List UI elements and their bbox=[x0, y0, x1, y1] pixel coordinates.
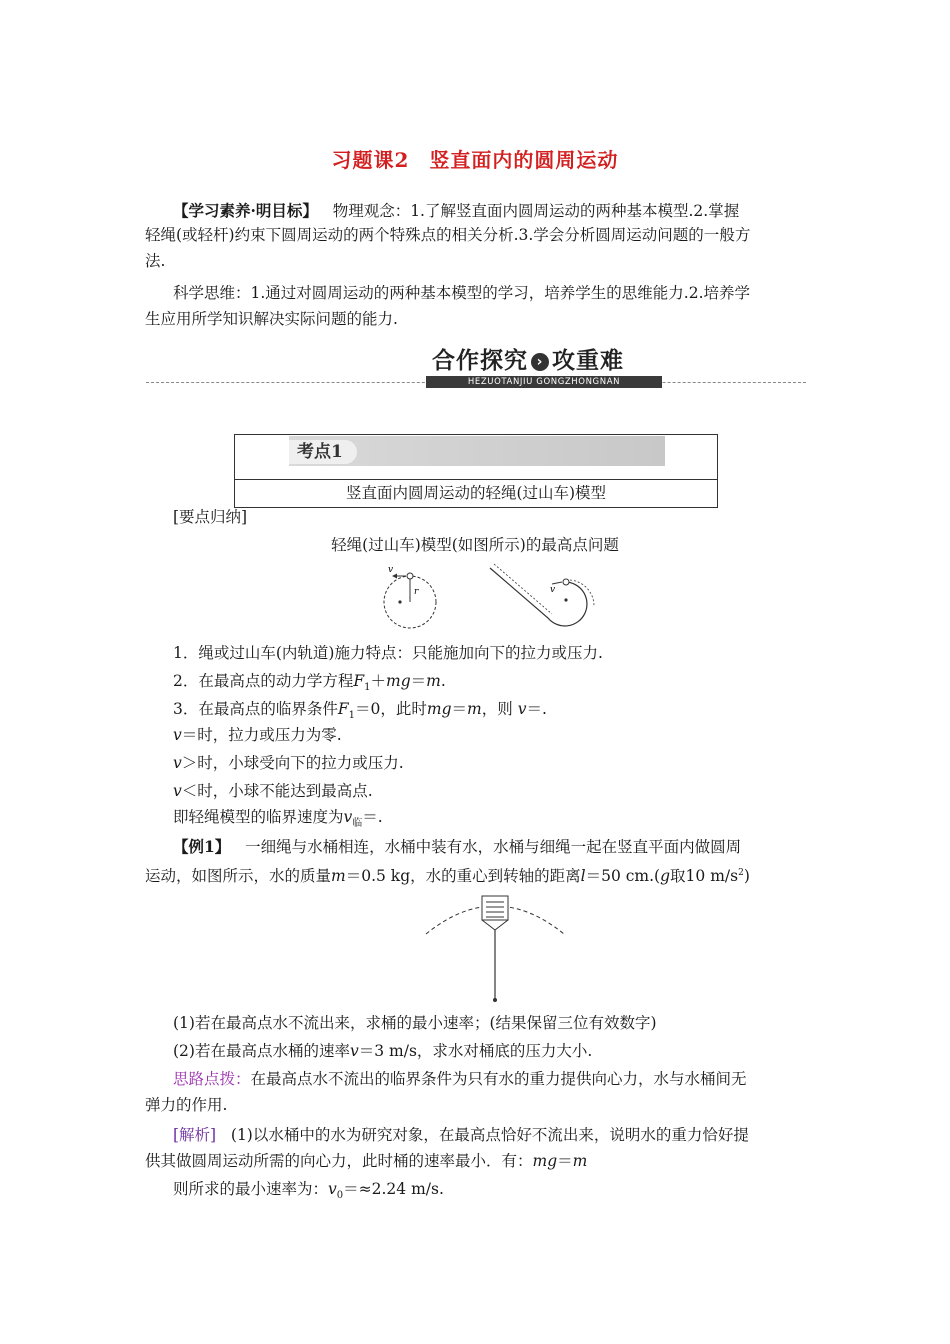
point-4: v＝时，拉力或压力为零. bbox=[173, 726, 342, 744]
objectives-line4: 科学思维：1.通过对圆周运动的两种基本模型的学习，培养学生的思维能力.2.培养学 bbox=[173, 284, 751, 302]
banner-title-2: 攻重难 bbox=[552, 348, 624, 374]
kaodian-text: 竖直面内圆周运动的轻绳(过山车)模型 bbox=[345, 484, 607, 502]
car-ball bbox=[563, 579, 569, 585]
point-5: v＞时，小球受向下的拉力或压力. bbox=[173, 754, 404, 772]
solution-line2: 供其做圆周运动所需的向心力，此时桶的速率最小．有：mg＝m bbox=[145, 1152, 588, 1170]
point-7: 即轻绳模型的临界速度为$v_临=$. bbox=[173, 808, 383, 830]
figure-caption: 轻绳(过山车)模型(如图所示)的最高点问题 bbox=[331, 536, 619, 554]
objectives-text1: 物理观念：1.了解竖直面内圆周运动的两种基本模型.2.掌握 bbox=[332, 202, 740, 220]
kaodian-box bbox=[234, 434, 718, 508]
hint-label: 思路点拨： bbox=[173, 1070, 251, 1088]
example-label: 【例1】 bbox=[173, 837, 231, 856]
solution-line1: [解析] (1)以水桶中的水为研究对象，在最高点恰好不流出来，说明水的重力恰好提 bbox=[173, 1126, 749, 1144]
summary-label: [要点归纳] bbox=[173, 508, 248, 526]
question-2: (2)若在最高点水桶的速率v＝3 m/s，求水对桶底的压力大小. bbox=[173, 1042, 593, 1060]
banner-title bbox=[428, 346, 628, 376]
objectives-label: 【学习素养·明目标】 bbox=[173, 201, 318, 220]
fig-v-label-1: v bbox=[388, 565, 394, 575]
page-title bbox=[0, 144, 950, 173]
example-line2: 运动，如图所示，水的质量m＝0.5 kg，水的重心到转轴的距离l＝50 cm.(g取10 $m/s^2$) bbox=[145, 867, 750, 886]
example-line1: 【例1】 一细绳与水桶相连，水桶中装有水，水桶与细绳一起在竖直平面内做圆周 bbox=[173, 837, 742, 856]
title-part1: 习题课2 bbox=[331, 148, 410, 172]
objectives-line1 bbox=[173, 200, 739, 222]
point-2: 2．在最高点的动力学方程$F_1+mg=m$. bbox=[173, 672, 446, 694]
question-1: (1)若在最高点水不流出来，求桶的最小速率；(结果保留三位有效数字) bbox=[173, 1014, 657, 1032]
bucket-figure bbox=[420, 892, 570, 1006]
point-6: v＜时，小球不能达到最高点. bbox=[173, 782, 373, 800]
solution-label: [解析] bbox=[173, 1126, 217, 1144]
objectives-line2: 轻绳(或轻杆)约束下圆周运动的两个特殊点的相关分析.3.学会分析圆周运动问题的一般方 bbox=[145, 226, 751, 244]
chevron-right-icon: › bbox=[531, 353, 549, 371]
title-part2: 竖直面内的圆周运动 bbox=[429, 148, 619, 172]
fig-r-label: r bbox=[414, 587, 419, 597]
hint-line1: 思路点拨：在最高点水不流出的临界条件为只有水的重力提供向心力，水与水桶间无 bbox=[173, 1070, 747, 1088]
objectives-line5: 生应用所学知识解决实际问题的能力. bbox=[145, 310, 398, 328]
fig-v-label-2: v bbox=[550, 585, 556, 595]
point-1: 1．绳或过山车(内轨道)施力特点：只能施加向下的拉力或压力. bbox=[173, 644, 603, 662]
track-hatch bbox=[494, 564, 552, 614]
velocity-arrow-2 bbox=[552, 582, 562, 584]
hint-line2: 弹力的作用. bbox=[145, 1096, 228, 1114]
point-3: 3．在最高点的临界条件$F_1=0$，此时mg＝m，则 v＝. bbox=[173, 700, 547, 722]
track-path bbox=[490, 568, 587, 626]
ball bbox=[407, 573, 413, 579]
solution-line3: 则所求的最小速率为：$v_0=\approx 2.24$ m/s. bbox=[173, 1180, 444, 1202]
bucket-handle bbox=[482, 920, 508, 930]
banner-subtitle: HEZUOTANJIU GONGZHONGNAN bbox=[426, 376, 662, 388]
banner-title-1: 合作探究 bbox=[432, 348, 528, 374]
circle-center bbox=[398, 600, 401, 603]
section-banner bbox=[418, 346, 666, 390]
rope-model-figure bbox=[370, 560, 620, 636]
axis-point bbox=[493, 998, 497, 1002]
center-dot bbox=[564, 598, 567, 601]
kaodian-tag: 考点1 bbox=[289, 440, 357, 464]
objectives-line3: 法. bbox=[145, 252, 166, 270]
bucket bbox=[482, 896, 508, 920]
